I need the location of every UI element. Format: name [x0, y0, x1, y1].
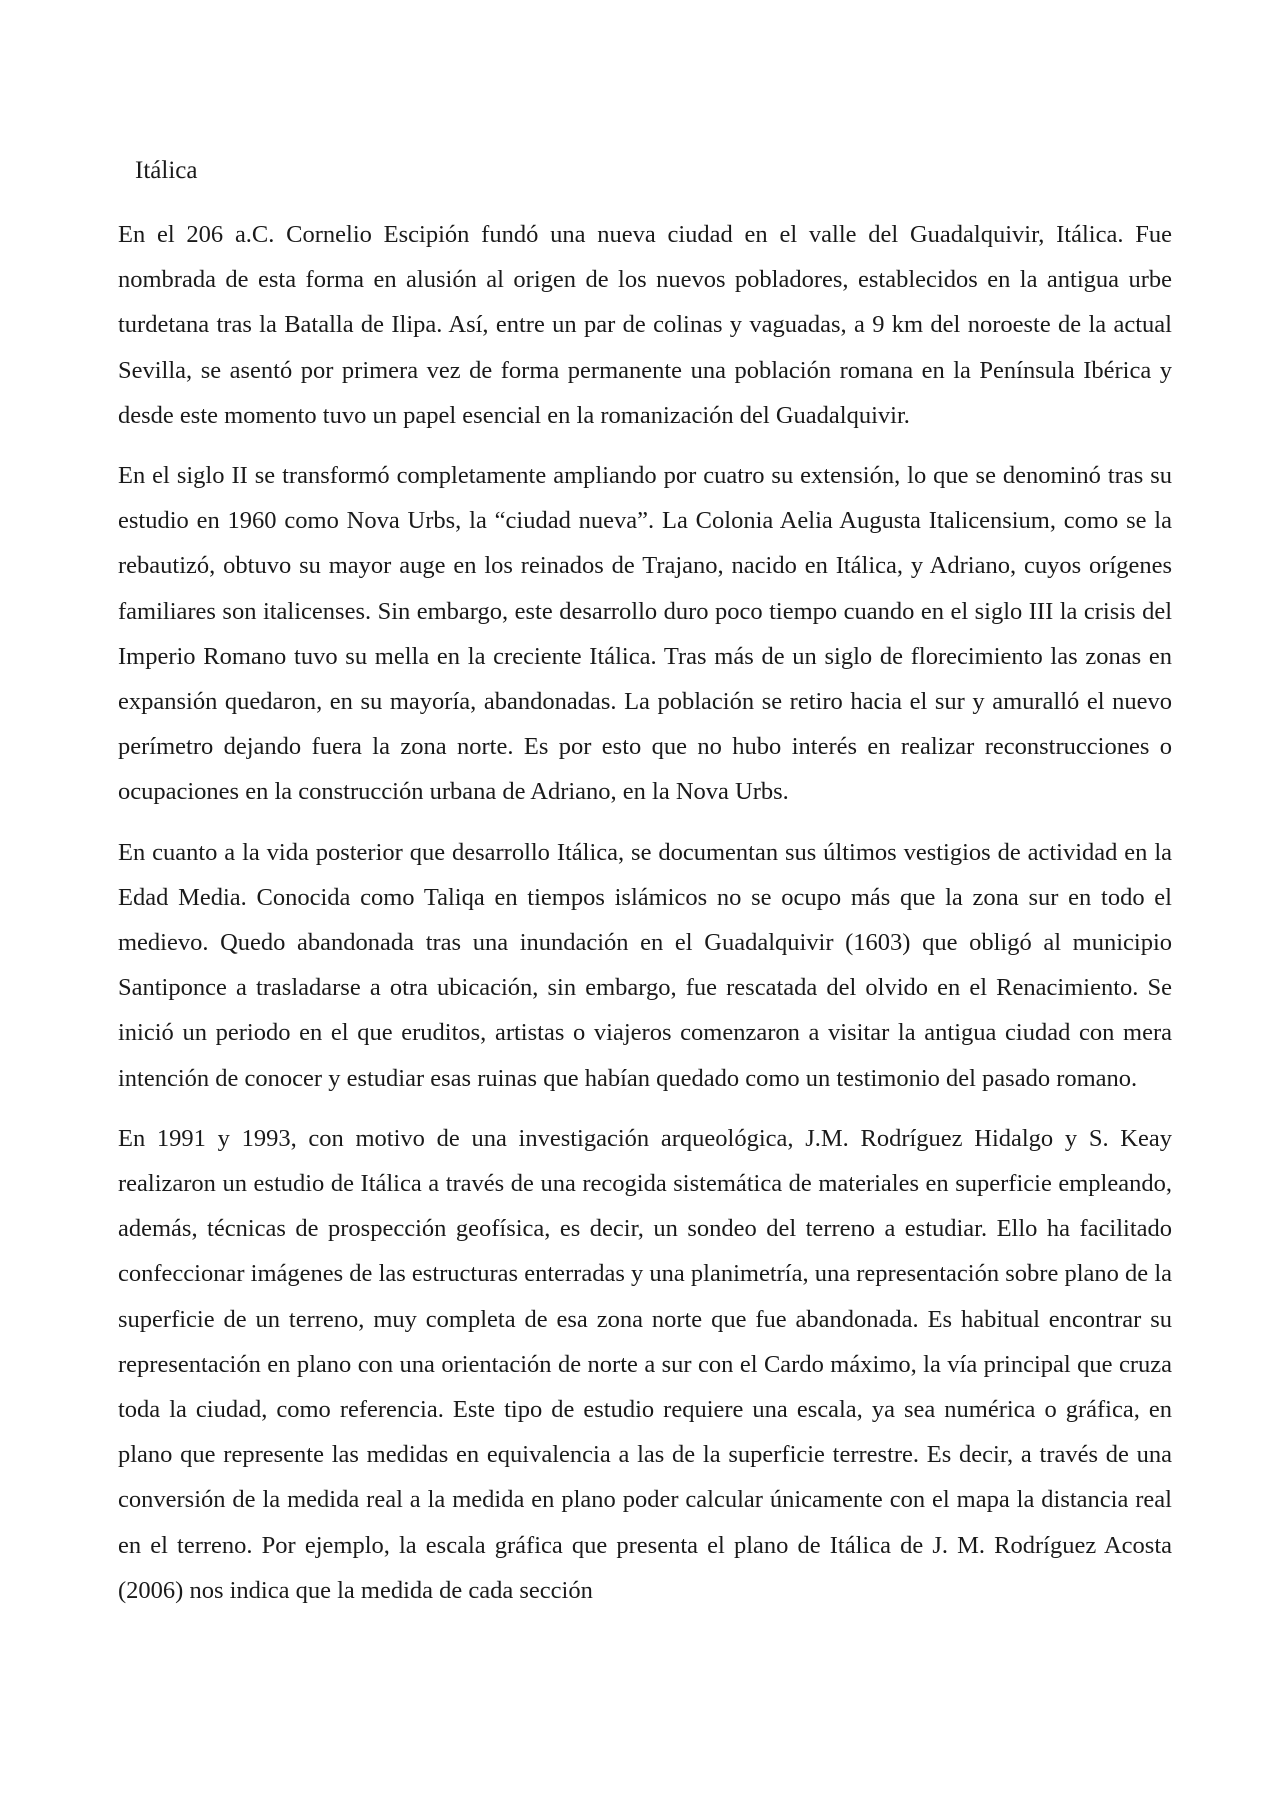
document-body	[118, 212, 1172, 1628]
paragraph-archaeological-study: En 1991 y 1993, con motivo de una investigación arqueológica, J.M. Rodríguez Hidalgo y S. Keay realizaron un estudio de Itálica a través de una recogida sistemática de materiales en superficie empleando, además, técnicas de prospección geofísica, es decir, un sondeo del terreno a estudiar. Ello ha facilitado confeccionar imágenes de las estructuras enterradas y una planimetría, una representación sobre plano de la superficie de un terreno, muy completa de esa zona norte que fue abandonada. Es habitual encontrar su representación en plano con una orientación de norte a sur con el Cardo máximo, la vía principal que cruza toda la ciudad, como referencia. Este tipo de estudio requiere una escala, ya sea numérica o gráfica, en plano que represente las medidas en equivalencia a las de la superficie terrestre. Es decir, a través de una conversión de la medida real a la medida en plano poder calcular únicamente con el mapa la distancia real en el terreno. Por ejemplo, la escala gráfica que presenta el plano de Itálica de J. M. Rodríguez Acosta (2006) nos indica que la medida de cada sección	[118, 1124, 1172, 1604]
document-title: Itálica	[135, 157, 198, 184]
paragraph-nova-urbs: En el siglo II se transformó completamente ampliando por cuatro su extensión, lo que se denominó tras su estudio en 1960 como Nova Urbs, la “ciudad nueva”. La Colonia Aelia Augusta Italicensium, como se la rebautizó, obtuvo su mayor auge en los reinados de Trajano, nacido en Itálica, y Adriano, cuyos orígenes familiares son italicenses. Sin embargo, este desarrollo duro poco tiempo cuando en el siglo III la crisis del Imperio Romano tuvo su mella en la creciente Itálica. Tras más de un siglo de florecimiento las zonas en expansión quedaron, en su mayoría, abandonadas. La población se retiro hacia el sur y amuralló el nuevo perímetro dejando fuera la zona norte. Es por esto que no hubo interés en realizar reconstrucciones o ocupaciones en la construcción urbana de Adriano, en la Nova Urbs.	[118, 462, 1172, 806]
paragraph-founding: En el 206 a.C. Cornelio Escipión fundó una nueva ciudad en el valle del Guadalquivir, Itálica. Fue nombrada de esta forma en alusión al origen de los nuevos pobladores, establecidos en la antigua urbe turdetana tras la Batalla de Ilipa. Así, entre un par de colinas y vaguadas, a 9 km del noroeste de la actual Sevilla, se asentó por primera vez de forma permanente una población romana en la Península Ibérica y desde este momento tuvo un papel esencial en la romanización del Guadalquivir.	[118, 221, 1172, 429]
paragraph-later-history: En cuanto a la vida posterior que desarrollo Itálica, se documentan sus últimos vestigios de actividad en la Edad Media. Conocida como Taliqa en tiempos islámicos no se ocupo más que la zona sur en todo el medievo. Quedo abandonada tras una inundación en el Guadalquivir (1603) que obligó al municipio Santiponce a trasladarse a otra ubicación, sin embargo, fue rescatada del olvido en el Renacimiento. Se inició un periodo en el que eruditos, artistas o viajeros comenzaron a visitar la antigua ciudad con mera intención de conocer y estudiar esas ruinas que habían quedado como un testimonio del pasado romano.	[118, 838, 1172, 1092]
